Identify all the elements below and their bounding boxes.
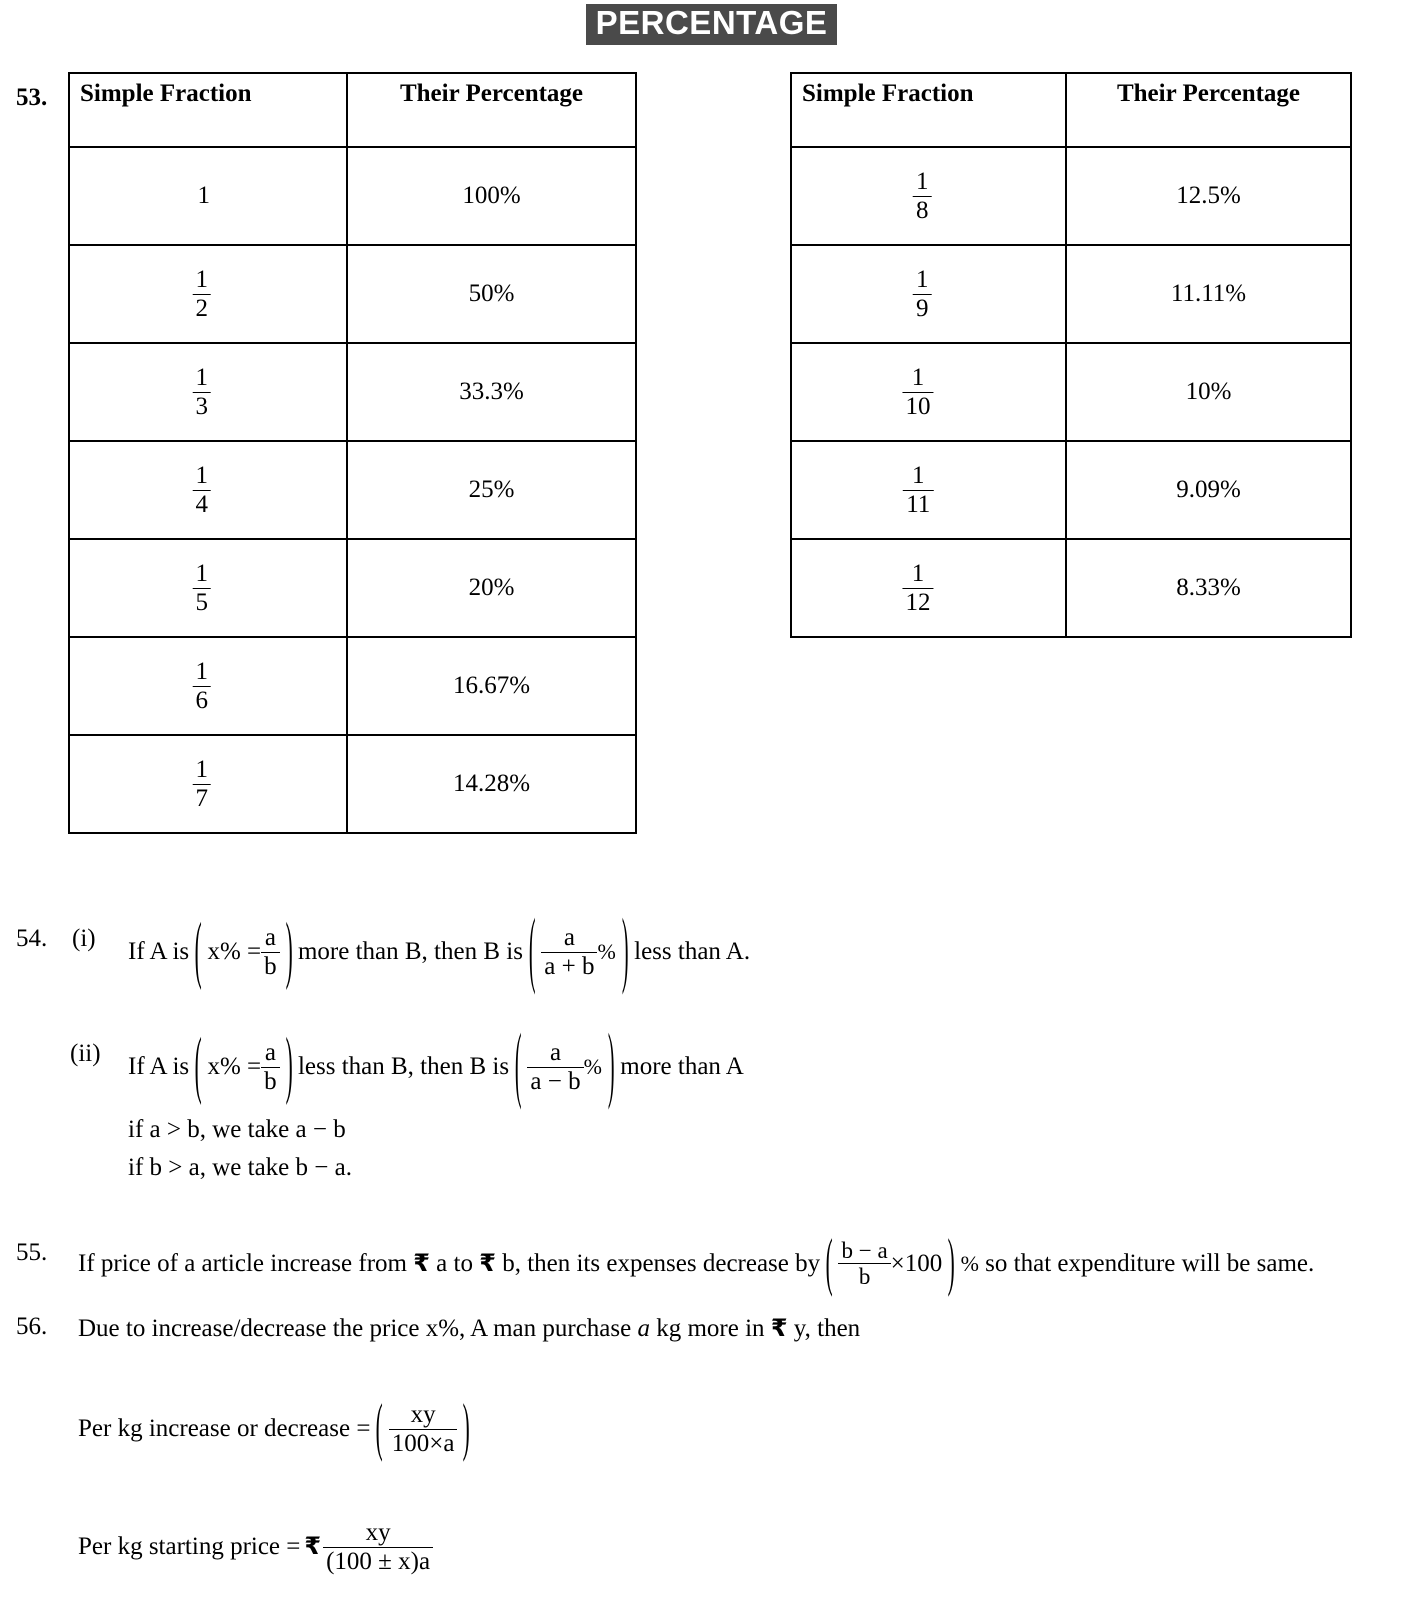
table-row: [791, 441, 1351, 539]
table-row: [69, 343, 636, 441]
cell-simple-fraction: [69, 539, 347, 637]
fraction-denominator: 2: [192, 294, 211, 322]
fraction-percentage-table-left: [68, 72, 637, 834]
rule-55-part-1: If price of a article increase from: [78, 1250, 407, 1278]
rupee-icon: ₹: [479, 1249, 496, 1277]
rule-56-line-3: [78, 1520, 433, 1574]
rule-54-i-lead: If A is: [128, 938, 190, 966]
table-row: [791, 147, 1351, 245]
rule-55-var-b: b: [502, 1250, 515, 1278]
rule-56-per-kg-starting-price-fraction: $\frac{xy}{(100 \pm x)a}$: [323, 1520, 433, 1574]
rule-55-part-2: , then its expenses decrease by: [514, 1250, 821, 1278]
fraction-denominator: 12: [902, 588, 933, 616]
cell-their-percentage: 12.5%: [1066, 147, 1351, 245]
fraction-numerator: 1: [911, 364, 925, 391]
rule-54-ii-result-fraction: $\frac{a}{a - b}$: [527, 1040, 583, 1094]
fraction-value: [903, 463, 933, 517]
column-header-their-percentage: Their Percentage: [1066, 73, 1351, 147]
item-number-55: 55.: [16, 1239, 48, 1266]
fraction-value: [192, 365, 211, 419]
item-number-54: 54.: [16, 925, 48, 952]
fraction-holder: [192, 365, 211, 419]
rule-56-line-1-part-b: kg more in: [656, 1315, 765, 1342]
fraction-denominator: 5: [192, 588, 211, 616]
page-title: PERCENTAGE: [586, 4, 838, 45]
rule-54-note-1: if a > b, we take a − b: [128, 1116, 346, 1143]
rupee-icon: ₹: [304, 1533, 322, 1560]
cell-simple-fraction: [69, 343, 347, 441]
rule-54-i-tail: less than A.: [634, 938, 751, 966]
column-header-their-percentage: Their Percentage: [347, 73, 636, 147]
table-row: [69, 441, 636, 539]
table-header-row: [791, 73, 1351, 147]
table-header-row: [69, 73, 636, 147]
rupee-icon: ₹: [770, 1315, 788, 1342]
rule-56-line-1: [78, 1313, 860, 1344]
table-row: [69, 735, 636, 833]
column-header-simple-fraction: Simple Fraction: [791, 73, 1066, 147]
cell-their-percentage: 11.11%: [1066, 245, 1351, 343]
rule-54-note-2: if b > a, we take b − a.: [128, 1154, 352, 1181]
table-row: [69, 245, 636, 343]
fraction-numerator: 1: [195, 560, 208, 587]
open-paren-icon: (: [825, 1228, 833, 1299]
fraction-numerator: 1: [195, 266, 208, 293]
rupee-icon: ₹: [413, 1249, 430, 1277]
rule-55-fraction: $\frac{b - a}{b}$: [838, 1239, 890, 1289]
fraction-numerator: 1: [915, 168, 929, 195]
rule-56-per-kg-change-fraction: $\frac{xy}{100\times a}$: [389, 1402, 458, 1456]
rule-55-percent-sign: %: [960, 1251, 979, 1277]
cell-simple-fraction: [69, 637, 347, 735]
rule-55-times-100: ×100: [890, 1250, 943, 1278]
rule-54-ii-lead: If A is: [128, 1053, 190, 1081]
cell-simple-fraction: [791, 245, 1066, 343]
cell-simple-fraction: [791, 441, 1066, 539]
rule-56-line-1-part-a: Due to increase/decrease the price x%, A man purchase: [78, 1315, 632, 1342]
cell-simple-fraction: [69, 147, 347, 245]
cell-simple-fraction: [791, 539, 1066, 637]
rule-54-i-condition-fraction: $\frac{a}{b}$: [261, 925, 280, 979]
fraction-denominator: 6: [192, 686, 211, 714]
fraction-holder: [913, 267, 931, 321]
fraction-value: [192, 757, 211, 811]
open-paren-icon: (: [376, 1393, 384, 1464]
fraction-percentage-table-right: [790, 72, 1352, 638]
rule-54-i: [128, 905, 751, 998]
item-54-roman-i: (i): [72, 925, 96, 952]
cell-simple-fraction: [69, 735, 347, 833]
table-row: [791, 245, 1351, 343]
fraction-holder: [192, 561, 211, 615]
rule-54-ii-condition-fraction: $\frac{a}{b}$: [261, 1040, 280, 1094]
close-paren-icon: ): [607, 1020, 615, 1113]
rule-55-part-3: so that expenditure will be same.: [985, 1250, 1315, 1278]
cell-simple-fraction: [791, 343, 1066, 441]
close-paren-icon: ): [621, 905, 629, 998]
cell-their-percentage: 9.09%: [1066, 441, 1351, 539]
fraction-numerator: 1: [195, 658, 208, 685]
fraction-value: [902, 561, 933, 615]
fraction-value: [192, 463, 211, 517]
table-row: [69, 637, 636, 735]
rule-55-to: to: [453, 1250, 473, 1278]
cell-their-percentage: 25%: [347, 441, 636, 539]
rule-54-i-result-fraction: $\frac{a}{a + b}$: [541, 925, 597, 979]
cell-their-percentage: 50%: [347, 245, 636, 343]
rule-54-i-condition-operator: x% =: [207, 938, 262, 966]
fraction-holder: [913, 169, 931, 223]
cell-simple-fraction: [69, 441, 347, 539]
rule-54-ii: [128, 1020, 744, 1113]
open-paren-icon: (: [528, 905, 536, 998]
close-paren-icon: ): [285, 1026, 293, 1108]
cell-simple-fraction: [791, 147, 1066, 245]
fraction-holder: [192, 659, 211, 713]
fraction-holder: [903, 463, 933, 517]
fraction-value: [913, 169, 931, 223]
item-54-roman-ii: (ii): [70, 1040, 101, 1067]
open-paren-icon: (: [194, 911, 202, 993]
rule-54-ii-tail: more than A: [620, 1053, 744, 1081]
item-number-56: 56.: [16, 1313, 48, 1340]
cell-their-percentage: 100%: [347, 147, 636, 245]
fraction-numerator: 1: [912, 462, 925, 489]
fraction-denominator: 9: [913, 294, 931, 322]
rule-54-i-result-percent-sign: %: [597, 939, 616, 965]
rule-56-per-kg-change-label: Per kg increase or decrease =: [78, 1415, 371, 1443]
fraction-denominator: 11: [903, 490, 933, 518]
fraction-holder: [192, 757, 211, 811]
fraction-value: [192, 659, 211, 713]
table-left-body: [69, 147, 636, 833]
fraction-value: [192, 561, 211, 615]
rule-56-variable-a: a: [637, 1315, 650, 1342]
fraction-value: [192, 267, 211, 321]
cell-their-percentage: 33.3%: [347, 343, 636, 441]
fraction-holder: [198, 182, 211, 210]
open-paren-icon: (: [514, 1020, 522, 1113]
rule-54-ii-middle: less than B, then B is: [297, 1053, 510, 1081]
column-header-simple-fraction: Simple Fraction: [69, 73, 347, 147]
cell-simple-fraction: [69, 245, 347, 343]
fraction-holder: [192, 463, 211, 517]
rule-56-per-kg-starting-price-label: Per kg starting price =: [78, 1533, 301, 1561]
fraction-numerator: 1: [915, 266, 929, 293]
table-row: [791, 539, 1351, 637]
cell-their-percentage: 14.28%: [347, 735, 636, 833]
rule-54-ii-result-percent-sign: %: [583, 1054, 602, 1080]
fraction-holder: [902, 561, 933, 615]
open-paren-icon: (: [194, 1026, 202, 1108]
table-right-body: [791, 147, 1351, 637]
cell-their-percentage: 8.33%: [1066, 539, 1351, 637]
cell-their-percentage: 10%: [1066, 343, 1351, 441]
rule-55: [78, 1228, 1315, 1299]
rule-54-i-middle: more than B, then B is: [297, 938, 523, 966]
cell-their-percentage: 16.67%: [347, 637, 636, 735]
fraction-holder: [902, 365, 933, 419]
table-row: [69, 147, 636, 245]
fraction-denominator: 10: [902, 392, 933, 420]
rule-55-var-a: a: [436, 1250, 448, 1278]
fraction-numerator: 1: [195, 756, 208, 783]
rule-56-line-1-part-c: y, then: [793, 1315, 861, 1342]
close-paren-icon: ): [463, 1393, 471, 1464]
cell-their-percentage: 20%: [347, 539, 636, 637]
fraction-numerator: 1: [195, 364, 208, 391]
close-paren-icon: ): [285, 911, 293, 993]
item-number-53: 53.: [16, 84, 48, 111]
fraction-numerator: 1: [911, 560, 925, 587]
fraction-value: [902, 365, 933, 419]
page-title-bar: [0, 4, 1423, 45]
fraction-denominator: 8: [913, 196, 931, 224]
close-paren-icon: ): [947, 1228, 955, 1299]
fraction-denominator: 7: [192, 784, 211, 812]
table-row: [791, 343, 1351, 441]
fraction-denominator: 4: [192, 490, 211, 518]
fraction-holder: [192, 267, 211, 321]
fraction-numerator: 1: [195, 462, 208, 489]
fraction-denominator: 3: [192, 392, 211, 420]
fraction-value: [913, 267, 931, 321]
table-row: [69, 539, 636, 637]
whole-number-value: 1: [197, 182, 210, 209]
rule-56-line-2: [78, 1393, 476, 1464]
rule-54-ii-condition-operator: x% =: [207, 1053, 262, 1081]
